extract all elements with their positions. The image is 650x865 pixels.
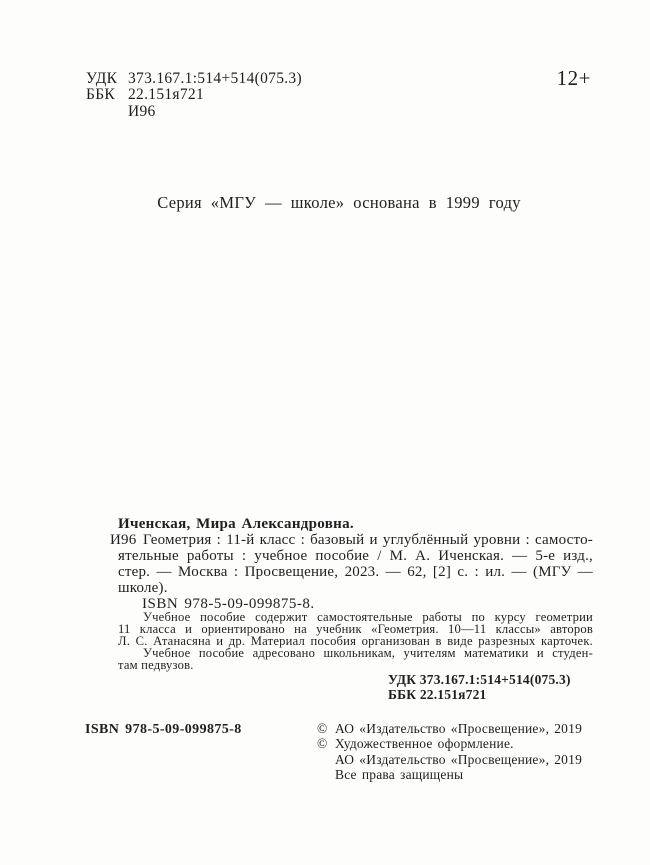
bibliographic-record: [110, 516, 593, 612]
bbk-bold-line: ББК 22.151я721: [388, 686, 487, 702]
udk-row: [86, 71, 302, 87]
copyright-block: [317, 721, 582, 783]
copyright-icon: ©: [317, 721, 328, 736]
udk-value: 373.167.1:514+514(075.3): [128, 70, 302, 87]
author-sign-row: [86, 104, 302, 120]
copyright-line-1-text: АО «Издательство «Просвещение», 2019: [335, 721, 583, 736]
biblio-line-1: [110, 532, 593, 548]
annotation-line-3: Л. С. Атанасяна и др. Материал пособия организован в виде разрезных карточек.: [118, 634, 593, 649]
copyright-line-3-text: АО «Издательство «Просвещение», 2019: [335, 751, 583, 767]
author-sign-value: И96: [128, 102, 156, 120]
annotation-line-5: там педвузов.: [118, 658, 194, 673]
author-heading: Иченская, Мира Александровна.: [118, 516, 354, 532]
bbk-value: 22.151я721: [128, 86, 205, 104]
bbk-row: [86, 87, 302, 103]
annotation-line-1: Учебное пособие содержит самостоятельные работы по курсу геометрии: [143, 610, 593, 624]
copyright-line-2-text: Художественное оформление.: [335, 736, 514, 752]
biblio-line-1-text: Геометрия : 11-й класс : базовый и углублённый уровни : самосто-: [143, 532, 593, 548]
isbn-bottom: ISBN 978-5-09-099875-8: [85, 722, 242, 737]
udk-bbk-bold-block: [388, 673, 571, 703]
age-rating-badge: 12+: [556, 66, 591, 90]
isbn-record-line: ISBN 978-5-09-099875-8.: [142, 596, 315, 612]
top-classification-codes: [86, 71, 302, 120]
annotation-block: [118, 611, 593, 671]
copyright-line-3: [317, 752, 582, 767]
copyright-line-1: [317, 721, 582, 736]
biblio-line-3: стер. — Москва : Просвещение, 2023. — 62, [2] с. : ил. — (МГУ —: [118, 564, 593, 580]
copyright-line-4-text: Все права защищены: [335, 767, 464, 783]
biblio-line-2: ятельные работы : учебное пособие / М. А. Иченская. — 5-е изд.,: [118, 548, 593, 564]
udk-label: УДК: [86, 70, 118, 87]
series-statement: Серия «МГУ — школе» основана в 1999 году: [157, 193, 521, 212]
annotation-line-2: 11 класса и ориентировано на учебник «Геометрия. 10—11 классы» авторов: [118, 622, 593, 637]
biblio-line-4: школе).: [118, 580, 168, 596]
udk-bold-line: УДК 373.167.1:514+514(075.3): [388, 672, 571, 687]
copyright-line-2: [317, 736, 582, 751]
copyright-line-4: [317, 767, 582, 782]
bbk-label: ББК: [86, 86, 116, 104]
copyright-icon: ©: [317, 736, 328, 752]
annotation-line-4: Учебное пособие адресовано школьникам, учителям математики и студен-: [143, 646, 593, 661]
entry-code: И96: [110, 532, 137, 548]
